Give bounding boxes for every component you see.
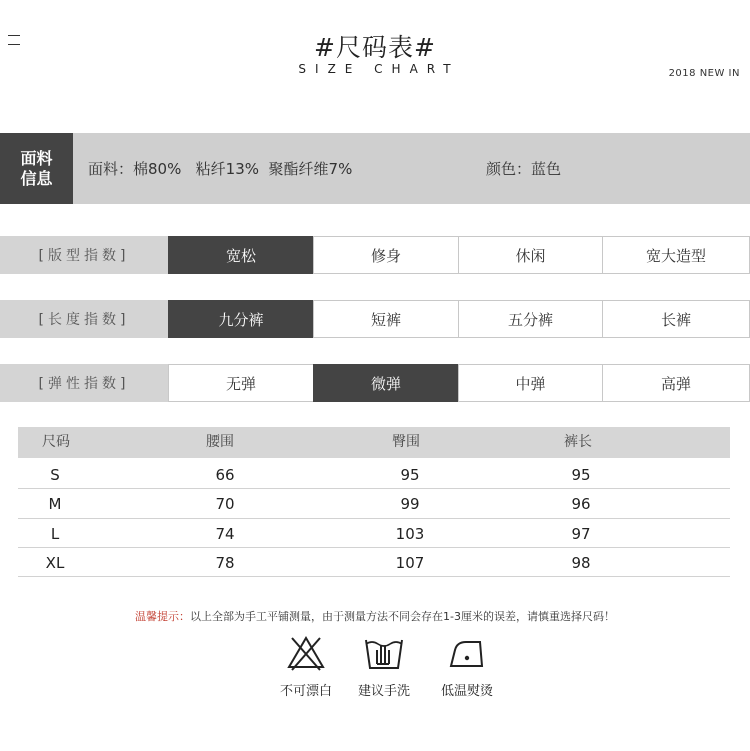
no-bleach-icon <box>286 634 326 672</box>
table-cell-waist: 78 <box>215 554 235 572</box>
table-cell-hip: 95 <box>400 466 420 484</box>
care-item-hand-wash <box>344 634 424 699</box>
fit-option: 宽松 <box>168 236 314 274</box>
length-index-label: [长度指数] <box>0 300 168 338</box>
table-cell-hip: 99 <box>400 495 420 513</box>
table-cell-hip: 103 <box>395 525 425 543</box>
hand-wash-icon <box>363 634 405 672</box>
table-cell-size: L <box>50 525 60 543</box>
waist-column-header: 腰围 <box>206 434 234 450</box>
fit-option: 修身 <box>313 236 459 274</box>
notice-heading: 温馨提示： <box>135 610 191 623</box>
care-notice <box>0 608 750 624</box>
stretch-index-label: [弹性指数] <box>0 364 168 402</box>
table-cell-length: 95 <box>571 466 591 484</box>
row-divider <box>18 547 730 548</box>
table-cell-size: M <box>48 495 62 513</box>
fit-index-label: [版型指数] <box>0 236 168 274</box>
table-cell-hip: 107 <box>395 554 425 572</box>
table-cell-length: 98 <box>571 554 591 572</box>
length-option: 短裤 <box>313 300 459 338</box>
fabric-label-line1: 面料 <box>20 148 53 168</box>
row-divider <box>18 488 730 489</box>
low-iron-icon <box>446 634 488 672</box>
table-cell-waist: 66 <box>215 466 235 484</box>
table-cell-waist: 74 <box>215 525 235 543</box>
page-title: #尺码表# <box>314 33 436 62</box>
care-label: 不可漂白 <box>279 684 332 699</box>
table-cell-size: S <box>50 466 60 484</box>
stretch-option: 中弹 <box>458 364 603 402</box>
length-index-row <box>0 300 750 338</box>
care-item-low-iron <box>427 634 507 699</box>
fabric-info-label <box>0 133 73 204</box>
length-column-header: 裤长 <box>564 434 592 450</box>
size-column-header: 尺码 <box>42 434 70 450</box>
length-option: 长裤 <box>602 300 750 338</box>
stretch-option: 高弹 <box>602 364 750 402</box>
length-option: 九分裤 <box>168 300 314 338</box>
table-cell-length: 97 <box>571 525 591 543</box>
row-divider <box>18 576 730 577</box>
table-cell-length: 96 <box>571 495 591 513</box>
care-label: 低温熨烫 <box>440 684 493 699</box>
fit-index-row <box>0 236 750 274</box>
hip-column-header: 臀围 <box>392 434 420 450</box>
care-label: 建议手洗 <box>357 684 410 699</box>
new-in-tag: 2018 NEW IN <box>668 68 740 79</box>
table-cell-size: XL <box>45 554 65 572</box>
stretch-option: 微弹 <box>313 364 459 402</box>
size-table-header-bar <box>18 427 730 458</box>
fabric-composition: 面料：棉80% 粘纤13% 聚酯纤维7% <box>88 160 353 178</box>
fit-option: 宽大造型 <box>602 236 750 274</box>
row-divider <box>18 518 730 519</box>
stretch-option: 无弹 <box>168 364 314 402</box>
fabric-label-line2: 信息 <box>20 168 53 188</box>
length-option: 五分裤 <box>458 300 603 338</box>
stretch-index-row <box>0 364 750 402</box>
page-subtitle: SIZE CHART <box>298 62 460 76</box>
care-item-no-bleach <box>266 634 346 699</box>
fabric-color: 颜色：蓝色 <box>486 160 562 178</box>
fit-option: 休闲 <box>458 236 603 274</box>
table-cell-waist: 70 <box>215 495 235 513</box>
notice-text: 以上全部为手工平铺测量，由于测量方法不同会存在1-3厘米的误差，请慎重选择尺码！ <box>190 610 615 623</box>
